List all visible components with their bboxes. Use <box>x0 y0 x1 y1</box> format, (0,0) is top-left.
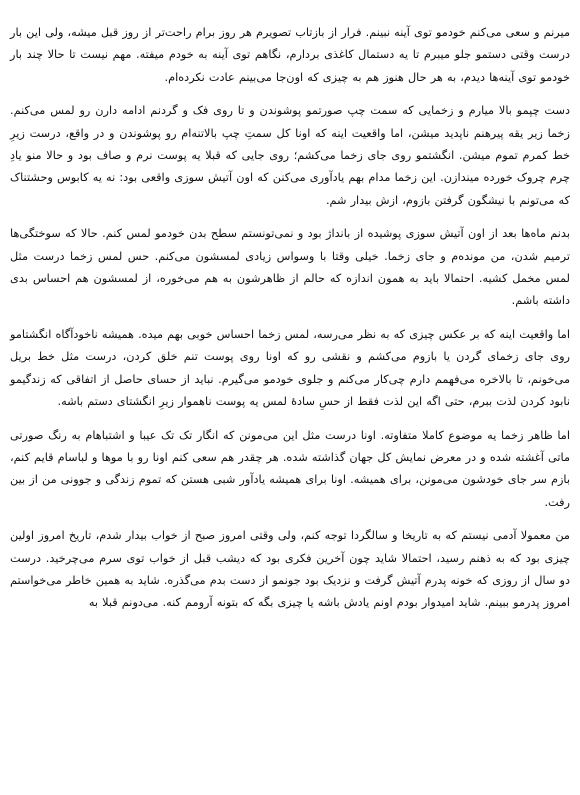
paragraph-3: بدنم ماه‌ها بعد از اون آتیش سوزی پوشیده از باندا‌ژ بود و نمی‌تونستم سطح بدن خودمو لمس کنم. حالا که سوختگی‌ها ترمیم شدن، من مونده‌م و جای زخما. خیلی وقتا با وسواس زیادی لمسشون می‌کنم. حس لمس زخما درست مثل لمس مخمل کشیه. احتمالا باید به همون اندازه که حالم از ظاهرشون به هم می‌خوره، از لمسشون هم احساس بدی داشته باشم. <box>10 227 570 308</box>
paragraph-2: دست چپمو بالا میارم و زخمایی که سمت چپ صورتمو پوشوندن و تا روی فک و گردنم ادامه دارن رو لمس می‌کنم. زخما زیر یقه پیرهنم ناپدید میشن، اما واقعیت اینه که اونا کل سمتِ چپ بالاتنه‌ام رو پوشوندن و در واقع، درست زیرِ خط کمرم تموم میشن. انگشتمو روی جای زخما می‌کشم؛ روی جایی که قبلا یه پوست نرم و صاف بود و حالا منو یادِ چرم چروک خورده میندازن. این زخما مدام بهم یادآوری می‌کنن که اون آتیش سوزی واقعی بود: نه یه کابوس وحشتناک که می‌تونم با نیشگون گرفتن بازوم، ازش بیدار شم. <box>10 104 570 207</box>
paragraph-5: اما ظاهر زخما یه موضوع کاملا متفاوته. اونا درست مثل این می‌مونن که انگار تک تک عیبا و اشتباهام به رنگ صورتی ماتی آغشته شده و در معرض نمایش کل جهان گذاشته شده. هر چقدر هم سعی کنم اونا رو با موها و لباسام قایم کنم، بازم سر جای خودشون می‌مونن، برای همیشه. اونا برای همیشه یادآور شبی هستن که تموم زندگی و جوونی من از بین رفت. <box>10 428 570 509</box>
paragraph-1: میرنم و سعی می‌کنم خودمو توی آینه نبینم. فرار از بازتاب تصویرم هر روز برام راحت‌تر از روز قبل میشه، ولی این بار درست وقتی دستمو جلو میبرم تا یه دستمال کاغذی بردارم، نگاهم توی آینه به خودم میفته. مهم نیست تا حالا چند بار خودمو توی آینه‌ها دیدم، به هر حال هنوز هم به چیزی که اون‌جا می‌بینم عادت نکرده‌ام. <box>10 26 570 84</box>
paragraph-4: اما واقعیت اینه که بر عکس چیزی که به نظر می‌رسه، لمس زخما احساس خوبی بهم میده. همیشه ناخودآگاه انگشتامو روی جای زخمای گردن یا بازوم می‌کشم و نقشی رو که اونا روی پوست تنم خلق کردن، درست مثل خط بریل می‌خونم، تا بالاخره می‌فهمم دارم چی‌کار می‌کنم و جلوی خودمو می‌گیرم. نباید از حسای حاصل از اتفاقی که زندگیمو نابود کردن لذت ببرم، حتی اگه این لذت فقط از حسِ سادهٔ لمس یه پوست ناهموار زیرِ انگشتای دستم باشه. <box>10 327 570 409</box>
paragraph-6: من معمولا آدمی نیستم که به تاریخا و سالگردا توجه کنم، ولی وقتی امروز صبح از خواب بیدار شدم، تاریخ امروز اولین چیزی بود که به ذهنم رسید، احتمالا شاید چون آخرین فکری بود که دیشب قبل از خواب توی سرم می‌چرخید. درست دو سال از روزی که خونه پدرم آتیش گرفت و نزدیک بود جونمو از دست بدم می‌گذره. شاید به همین خاطر می‌خواستم امروز پدرمو ببینم. شاید امیدوار بودم اونم یادش باشه یا چیزی بگه که بتونه آرومم کنه. می‌دونم قبلا به <box>10 529 570 610</box>
